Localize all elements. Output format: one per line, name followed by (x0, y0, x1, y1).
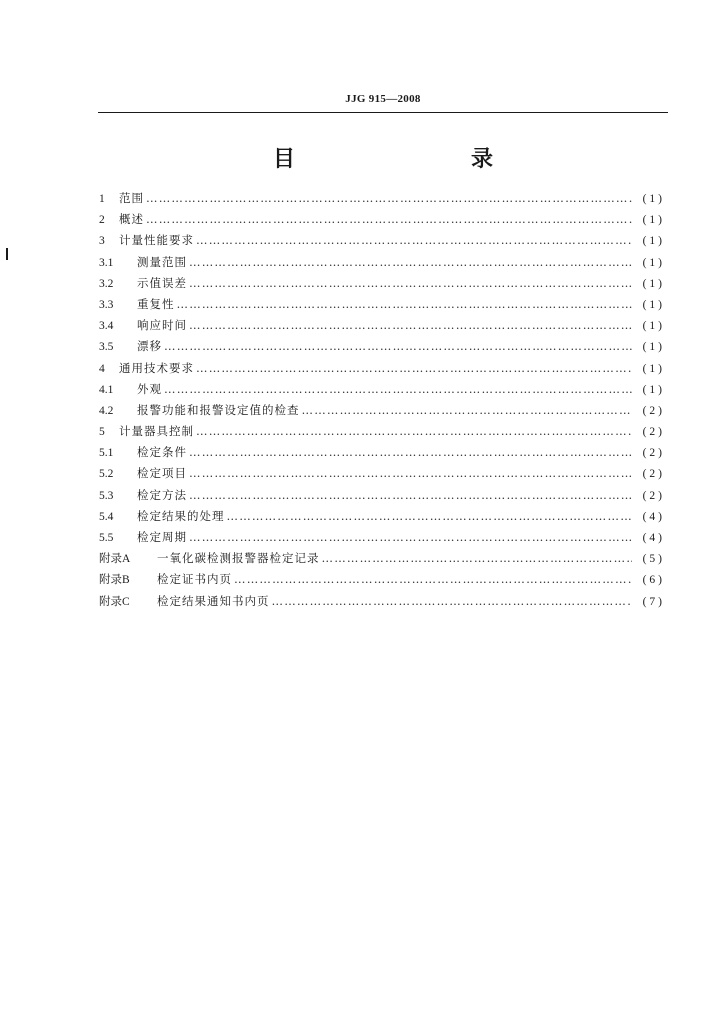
toc-entry[interactable] (99, 506, 665, 527)
toc-entry[interactable] (99, 421, 665, 442)
toc-entry-page: (5) (642, 553, 665, 566)
toc-entry-label: 检定周期 (137, 530, 187, 544)
toc-entry-number: 4.1 (99, 383, 114, 396)
toc-entry-number: 5.2 (99, 468, 114, 481)
toc-entry-page: (1) (642, 362, 665, 375)
toc-entry-number: 3.1 (99, 256, 114, 269)
toc-leader-dots (189, 527, 632, 548)
toc-entry-page: (1) (642, 341, 665, 354)
toc-entry[interactable] (99, 252, 665, 273)
toc-entry-page: (1) (642, 383, 665, 396)
toc-entry-number: 5 (99, 426, 105, 439)
toc-entry-page: (6) (642, 574, 665, 587)
toc-leader-dots (146, 188, 632, 209)
toc-entry-label: 测量范围 (137, 254, 187, 269)
toc-entry-label: 检定结果通知书内页 (157, 593, 270, 608)
toc-entry-number: 5.4 (99, 510, 114, 523)
toc-leader-dots (189, 485, 632, 506)
toc-entry[interactable] (99, 358, 665, 379)
toc-entry[interactable] (99, 188, 665, 209)
toc-leader-dots (189, 252, 632, 273)
toc-entry-page: (1) (642, 320, 665, 333)
toc-entry-number: 3.5 (99, 341, 114, 354)
toc-leader-dots (196, 230, 632, 251)
toc-entry-number: 3.4 (99, 320, 114, 333)
toc-leader-dots (189, 315, 632, 336)
toc-entry-label: 检定条件 (137, 445, 187, 460)
toc-entry-number: 5.1 (99, 447, 114, 460)
toc-entry-label: 计量性能要求 (119, 233, 194, 248)
toc-entry-label: 计量器具控制 (119, 424, 194, 439)
toc-entry-page: (2) (642, 468, 665, 481)
toc-entry[interactable] (99, 485, 665, 506)
toc-leader-dots (164, 336, 632, 357)
toc-entry-number: 附录A (99, 553, 131, 566)
toc-entry[interactable] (99, 527, 665, 548)
toc-entry-label: 一氧化碳检测报警器检定记录 (157, 551, 320, 566)
toc-entry[interactable] (99, 315, 665, 336)
toc-leader-dots (177, 294, 633, 315)
toc-entry-number: 附录C (99, 595, 130, 608)
toc-entry-number: 4.2 (99, 404, 114, 417)
toc-entry-number: 附录B (99, 574, 130, 587)
toc-leader-dots (196, 421, 632, 442)
toc-entry-page: (1) (642, 214, 665, 227)
toc-entry-page: (1) (642, 256, 665, 269)
toc-entry-number: 3 (99, 235, 105, 248)
toc-entry[interactable] (99, 400, 665, 421)
toc-entry-label: 检定方法 (137, 487, 187, 502)
toc-entry-label: 外观 (137, 381, 162, 396)
toc-title: 目 录 (272, 147, 537, 172)
toc-entry-number: 5.3 (99, 489, 114, 502)
page-header: JJG 915—2008 (345, 93, 421, 105)
toc-entry[interactable] (99, 336, 665, 357)
toc-entry-label: 漂移 (137, 339, 162, 354)
toc-leader-dots (196, 358, 632, 379)
toc-entry[interactable] (99, 569, 665, 590)
toc-entry-page: (1) (642, 277, 665, 290)
header-rule (98, 112, 668, 113)
toc-entry-page: (2) (642, 426, 665, 439)
toc-entry-page: (1) (642, 193, 665, 205)
toc-entry-number: 1 (99, 193, 105, 205)
toc-entry[interactable] (99, 463, 665, 484)
toc-entry[interactable] (99, 548, 665, 569)
toc-entry-page: (2) (642, 489, 665, 502)
toc-leader-dots (322, 548, 633, 569)
toc-entry-page: (1) (642, 298, 665, 311)
toc-entry-page: (1) (642, 235, 665, 248)
toc-entry-label: 重复性 (137, 296, 175, 311)
toc-entry-number: 3.3 (99, 298, 114, 311)
toc-entry[interactable] (99, 209, 665, 230)
toc-leader-dots (234, 569, 632, 590)
margin-mark (6, 248, 8, 260)
toc-leader-dots (189, 273, 632, 294)
toc-leader-dots (146, 209, 632, 230)
toc-leader-dots (189, 463, 632, 484)
toc-entry-page: (2) (642, 404, 665, 417)
toc-entry-number: 5.5 (99, 532, 114, 544)
toc-entry-label: 检定证书内页 (157, 572, 232, 587)
toc-entry-label: 示值误差 (137, 275, 187, 290)
toc-entry-page: (2) (642, 447, 665, 460)
toc-leader-dots (164, 379, 632, 400)
toc-leader-dots (302, 400, 633, 421)
toc-entry-label: 报警功能和报警设定值的检查 (137, 402, 300, 417)
toc-entry-number: 2 (99, 214, 105, 227)
toc-leader-dots (227, 506, 633, 527)
toc-entry[interactable] (99, 294, 665, 315)
toc-entry-page: (4) (642, 532, 665, 544)
toc-entry-number: 4 (99, 362, 105, 375)
toc-entry[interactable] (99, 273, 665, 294)
toc-entry-page: (7) (642, 595, 665, 608)
toc-leader-dots (272, 591, 633, 612)
toc-entry-label: 范围 (119, 191, 144, 205)
toc-entry[interactable] (99, 379, 665, 400)
toc-entry[interactable] (99, 442, 665, 463)
toc-entry-page: (4) (642, 510, 665, 523)
toc-entry-number: 3.2 (99, 277, 114, 290)
toc-entry[interactable] (99, 591, 665, 612)
toc-entry-label: 检定项目 (137, 466, 187, 481)
toc-entry-label: 检定结果的处理 (137, 508, 225, 523)
table-of-contents (99, 188, 665, 612)
toc-entry[interactable] (99, 230, 665, 251)
toc-leader-dots (189, 442, 632, 463)
toc-entry-label: 概述 (119, 212, 144, 227)
toc-entry-label: 通用技术要求 (119, 360, 194, 375)
toc-entry-label: 响应时间 (137, 318, 187, 333)
